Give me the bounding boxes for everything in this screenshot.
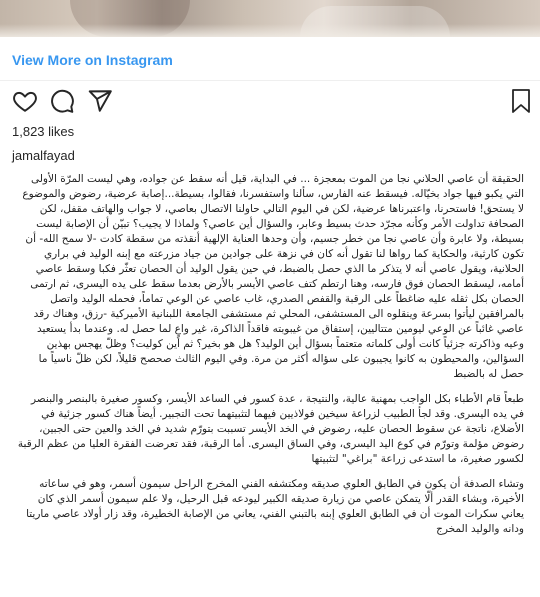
view-more-link[interactable]: View More on Instagram <box>12 52 173 68</box>
caption-paragraph: الحقيقة أن عاصي الحلاني نجا من الموت بمعجزة ... في البداية، قيل أنه سقط عن جواده، وهي ليست المرّة الأولى التي يكبو فيها جواد بخيّاله. فيسقط عنه الفارس، سألنا واستفسرنا، فقالوا، بسيطة...إصابة عرضية، رضوض والموضوع لا يستحق! فاستحرنا، واعتبرناها عرضية، لكن في اليوم التالي حاولنا الاتصال بعاصي، لا جواب والهاتف مقفل، لكن الصحافة تداولت الأمر وكأنه مجرّد حدث بسيط وعابر، والسؤال أين عاصي؟ ولماذا لا يجيب؟ تبيّن أن الإصابة ليست بسيطة، ولا عابرة وأن عاصي نجا من خطر جسيم، وأن وحدها العناية الإلهية أنقذته من سقطة كادت -لا سمح الله- أن تكون كارثية، والحكاية كما رواها لنا تقول أنه كان في نزهة على جوادين من جياد مزرعته مع إبنه الوليد في براري الحلانية، ويقول عاصي أنه لا يتذكر ما الذي حصل بالضبط، في حين يقول الوليد أن الحصان تعثّر فكبا وسقط عاصي أمامه، ليسقط الحصان فوق فارسه، وهنا ارتطم كتف عاصي الأيسر بالأرض بعدما سقط على يده اليسرى، ثم ارتمى الحصان بكل ثقله عليه ضاغطاً على الرقبة والقفص الصدري، غاب عاصي عن الوعي تماماً، فحمله الوليد واتصل بالمرافقين ليأتوا بسرعة وينقلوه الى المستشفى، المحلي ثم مستشفى الجامعة اللبنانية الأميركية -رزق، وهناك رقد عاصي غائباً عن الوعي ليومين متتاليين، إستفاق من غيبوبته فاقداً الذاكرة، غير واعٍ لما حصل له. وعندما بدأ يستعيد وعيه وذاكرته جزئياً كانت أولى كلماته متعتماً بسؤال أين الوليد؟ هل هو بخير؟ ثم أين كوليت؟ وظلّ يهجس بهذين السؤالين، والمحيطون به كانوا يجيبون على سؤاله أكثر من مرة. وفي اليوم الثالث صحصح قليلاً، لكن ظلّ ناسياً ما حصل له بالضبط <box>22 173 524 380</box>
caption-paragraph: طبعاً قام الأطباء بكل الواجب بمهنية عالية، والنتيجة ، عدة كسور في الساعد الأيسر، وكسور صغيرة بالبنصر والبنصر في يده اليسرى. وقد لجأ الطبيب لزراعة سيخين فولاذيين فيهما لتثبيتهما تحت التجبير. أيضاً هناك كسور جزئية في الأضلاع، ناتجة عن سقوط الحصان عليه، رضوض في الخد الأيسر تسببت بتورّم شديد في الخد والعين حتى الجبين، رضوض مؤلمة وتورّم في كوع اليد اليسرى، وفي الساق اليسرى. أما الرقبة، فقد تعرضت الفقرة العليا من عظم الرقبة لكسور صغيرة، ما استدعى زراعة "براغي" لتثبيتها <box>17 393 524 465</box>
post-caption <box>14 172 524 547</box>
heart-icon[interactable] <box>12 88 38 114</box>
share-icon[interactable] <box>87 88 113 114</box>
post-image[interactable] <box>0 0 540 37</box>
username-link[interactable]: jamalfayad <box>12 148 75 163</box>
likes-count[interactable]: 1,823 likes <box>12 124 75 139</box>
action-bar <box>0 88 540 116</box>
bookmark-icon[interactable] <box>508 88 528 114</box>
caption-paragraph: وتشاء الصدفة أن يكون في الطابق العلوي صديقه ومكتشفه الفني المخرج الراحل سيمون أسمر، وهو في ساعاته الأخيرة، وبشاء القدر ألّا يتمكن عاصي من زيارة صديقه الكبير ليودعه قبل الرحيل، ولا علم سيمون أسمر الذي كان يعاني سكرات الموت أن في الطابق العلوي إبنه بالتبني الفني، يعاني من الإصابة الخطيرة، وقد زار أولاد عاصي ماريتا ودانه والوليد المخرج <box>26 478 524 535</box>
divider <box>0 80 540 81</box>
comment-icon[interactable] <box>49 88 75 114</box>
image-detail <box>0 24 540 37</box>
